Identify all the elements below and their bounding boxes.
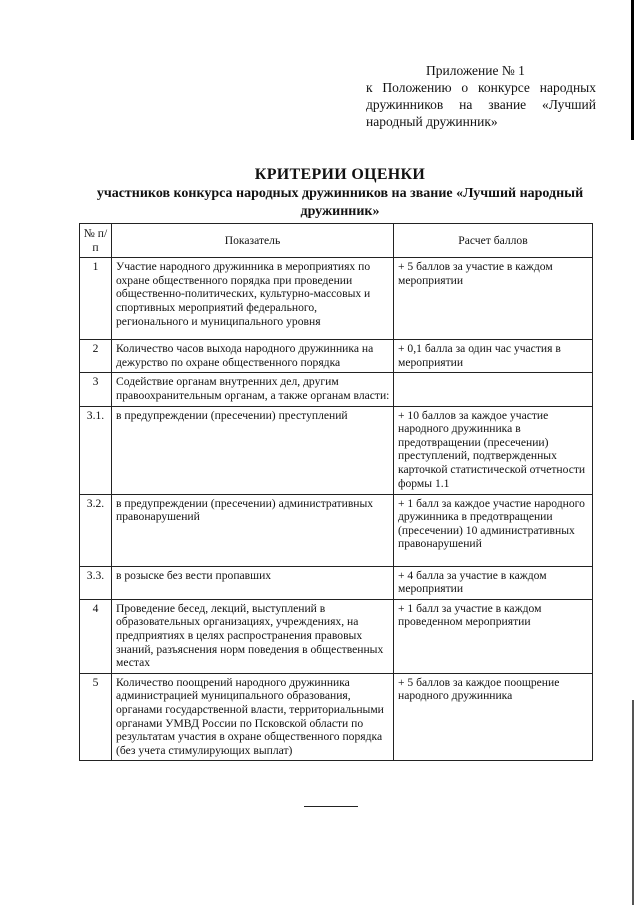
row-score: + 4 балла за участие в каждом мероприятии [394, 566, 593, 599]
table-row [80, 673, 593, 761]
row-number: 5 [80, 673, 112, 761]
header-score: Расчет баллов [394, 224, 593, 258]
table-row [80, 566, 593, 599]
document-subtitle: участников конкурса народных дружинников на звание «Лучший народный дружинник» [96, 186, 584, 219]
row-indicator: Проведение бесед, лекций, выступлений в образовательных организациях, учреждениях, на предприятиях в целях распространения правовых знаний, разъяснения норм поведения в общественных местах [112, 599, 394, 673]
row-number: 1 [80, 258, 112, 340]
row-number: 3.2. [80, 494, 112, 566]
scan-edge-mark-top [631, 0, 634, 140]
table-row [80, 406, 593, 494]
row-number: 2 [80, 340, 112, 373]
row-indicator: Количество часов выхода народного дружинника на дежурство по охране общественного порядка [112, 340, 394, 373]
appendix-body: к Положению о конкурсе народных дружинников на звание «Лучший народный дружинник» [366, 80, 596, 129]
row-score: + 1 балл за участие в каждом проведенном мероприятии [394, 599, 593, 673]
table-row [80, 599, 593, 673]
row-indicator: в предупреждении (пресечении) административных правонарушений [112, 494, 394, 566]
criteria-table [79, 223, 593, 761]
table-row [80, 494, 593, 566]
row-number: 4 [80, 599, 112, 673]
table-header-row [80, 224, 593, 258]
row-number: 3.1. [80, 406, 112, 494]
row-indicator: в розыске без вести пропавших [112, 566, 394, 599]
appendix-title: Приложение № 1 [426, 63, 525, 78]
document-title: КРИТЕРИИ ОЦЕНКИ [254, 166, 426, 183]
row-indicator: в предупреждении (пресечении) преступлений [112, 406, 394, 494]
row-score [394, 373, 593, 406]
row-score: + 5 баллов за участие в каждом мероприятии [394, 258, 593, 340]
row-indicator: Количество поощрений народного дружинника администрацией муниципального образования, органами государственной власти, территориальными органами УМВД России по Псковской области по результатам участия в охране общественного порядка (без учета стимулирующих выплат) [112, 673, 394, 761]
row-score: + 10 баллов за каждое участие народного дружинника в предотвращении (пресечении) преступлений, подтвержденных карточкой статистической отчетности формы 1.1 [394, 406, 593, 494]
table-row [80, 373, 593, 406]
header-number: № п/п [80, 224, 112, 258]
table-row [80, 258, 593, 340]
document-heading [90, 165, 590, 221]
header-indicator: Показатель [112, 224, 394, 258]
row-score: + 5 баллов за каждое поощрение народного дружинника [394, 673, 593, 761]
row-indicator: Содействие органам внутренних дел, другим правоохранительным органам, а также органам власти: [112, 373, 394, 406]
appendix-block [366, 62, 596, 130]
row-number: 3 [80, 373, 112, 406]
row-score: + 0,1 балла за один час участия в мероприятии [394, 340, 593, 373]
row-indicator: Участие народного дружинника в мероприятиях по охране общественного порядка при проведении общественно-политических, культурно-массовых и спортивных мероприятий федерального, регионального и муниципального уровня [112, 258, 394, 340]
table-row [80, 340, 593, 373]
row-score: + 1 балл за каждое участие народного дружинника в предотвращении (пресечении) 10 административных правонарушений [394, 494, 593, 566]
scan-edge-mark-bottom [632, 700, 634, 905]
closing-line [304, 806, 358, 807]
row-number: 3.3. [80, 566, 112, 599]
